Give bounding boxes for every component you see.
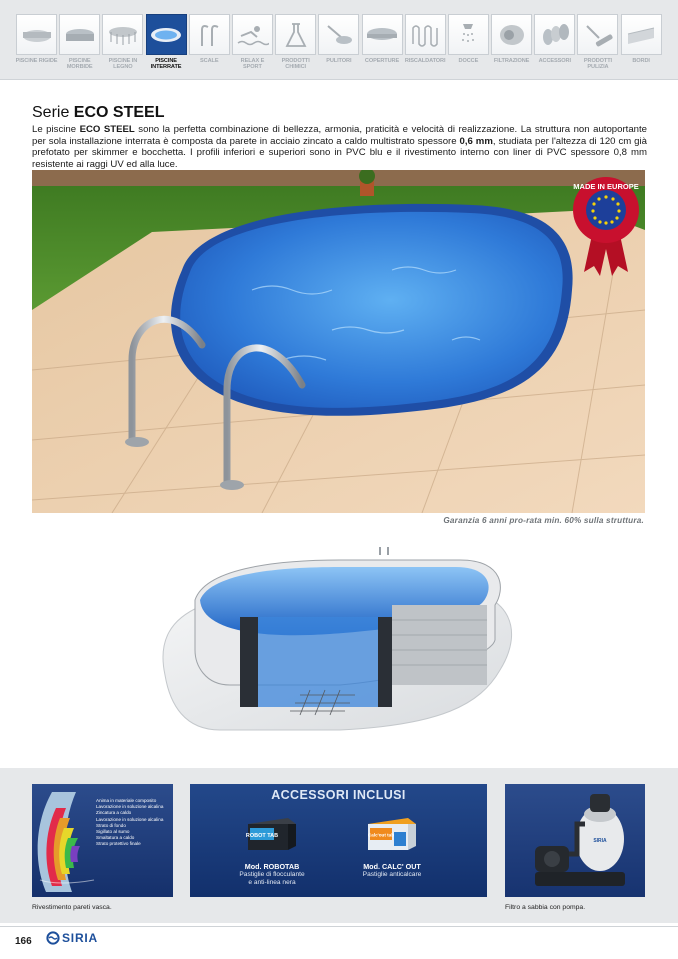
shower-icon (448, 14, 489, 55)
nav-item-label: PISCINE INTERRATE (150, 58, 182, 71)
category-nav-items (15, 14, 663, 76)
nav-item-accessori[interactable] (533, 14, 576, 76)
wall-layers-diagram (32, 784, 173, 897)
inground-pool-icon (146, 14, 187, 55)
calcout-desc-1: Pastiglie anticalcare (362, 871, 422, 878)
calcout-pack-text: Calc'out tab (367, 832, 395, 838)
nav-item-bordi[interactable] (620, 14, 663, 76)
included-accessories-panel (190, 784, 487, 897)
nav-item-piscine-rigide[interactable] (15, 14, 58, 76)
accessory-calcout (332, 808, 452, 879)
nav-item-label: ACCESSORI (538, 58, 571, 64)
intro-thickness-bold: 0,6 mm (459, 135, 493, 147)
nav-item-docce[interactable] (447, 14, 490, 76)
nav-item-label: BORDI (632, 58, 650, 64)
guarantee-text: Garanzia 6 anni pro-rata min. 60% sulla struttura. (443, 516, 644, 525)
nav-item-label: COPERTURE (364, 58, 400, 64)
wall-layer-item: Smaltatura a caldo (96, 835, 135, 841)
category-nav (0, 0, 678, 80)
wall-layer-item: Lavorazione in soluzione alcalina (96, 804, 164, 810)
accessories-icon (534, 14, 575, 55)
wooden-pool-icon (102, 14, 143, 55)
nav-item-coperture[interactable] (361, 14, 404, 76)
robotab-desc-1: Pastiglie di flocculante (239, 871, 305, 878)
brand-o-icon (46, 931, 60, 945)
calcout-pack-image (364, 814, 420, 854)
intro-text-3: , studiata per l'altezza di 120 cm già prefotato per skimmer e bocchetta. I profili inferiori e superiori sono in PVC blu e il rivestimento interno con liner di PVC spessore 0,8 mm resistente ai raggi UV ed alla luce. (32, 135, 647, 170)
nav-item-label: FILTRAZIONE (493, 58, 530, 64)
series-name: ECO STEEL (73, 104, 165, 121)
wall-layer-item: Anima in materiale composito (96, 798, 157, 803)
heater-coil-icon (405, 14, 446, 55)
filter-caption: Filtro a sabbia con pompa. (505, 904, 586, 911)
intro-text-1: Le piscine (32, 124, 80, 135)
nav-item-relax-e-sport[interactable] (231, 14, 274, 76)
wall-layer-item: Zincatura a caldo (96, 810, 132, 816)
intro-paragraph (32, 124, 647, 170)
edge-icon (621, 14, 662, 55)
nav-item-riscaldatori[interactable] (404, 14, 447, 76)
intro-text-2: sono la perfetta combinazione di bellezza, armonia, praticità e velocità di realizzazione. La struttura non autoportante per sola installazione interrata è composta da parete in acciaio zincato a caldo multistrato spessore (32, 124, 647, 147)
robotab-pack-image (244, 814, 300, 854)
pool-cutaway-illustration (160, 545, 520, 740)
wall-layer-list (96, 798, 163, 848)
robotab-name: Mod. ROBOTAB (244, 862, 300, 871)
pool-photo (32, 170, 645, 513)
nav-item-label: SCALE (200, 58, 219, 64)
nav-item-label: RISCALDATORI (404, 58, 446, 64)
accessory-robotab (212, 808, 332, 887)
chemical-flask-icon (275, 14, 316, 55)
badge-text: MADE IN EUROPE (573, 182, 639, 191)
nav-item-label: PISCINE MORBIDE (66, 58, 93, 71)
nav-item-label: PRODOTTI CHIMICI (281, 58, 310, 71)
robotab-desc-2: e anti-linea nera (248, 879, 296, 886)
wall-layer-item: Lavorazione in soluzione alcalina (96, 816, 164, 822)
cleaning-brush-icon (577, 14, 618, 55)
nav-item-prodotti-pulizia[interactable] (576, 14, 619, 76)
nav-item-piscine-in-legno[interactable] (101, 14, 144, 76)
nav-item-label: DOCCE (458, 58, 479, 64)
series-prefix: Serie (32, 104, 74, 121)
nav-item-label: RELAX E SPORT (240, 58, 265, 71)
rigid-pool-icon (16, 14, 57, 55)
nav-item-label: PISCINE RIGIDE (15, 58, 58, 64)
page-footer (0, 923, 678, 959)
brand-name: SIRIA (62, 931, 99, 945)
wall-layer-item: Strato protettivo finale (96, 841, 141, 847)
wall-layer-item: Sigillato al sumo (96, 829, 130, 835)
brand-logo (46, 931, 98, 945)
nav-item-label: PISCINE IN LEGNO (108, 58, 138, 71)
robotab-pack-text: ROBOT TAB (245, 833, 279, 839)
nav-item-prodotti-chimici[interactable] (274, 14, 317, 76)
nav-item-piscine-morbide[interactable] (58, 14, 101, 76)
nav-item-pulitori[interactable] (317, 14, 360, 76)
wall-layers-caption: Rivestimento pareti vasca. (32, 904, 112, 911)
sand-filter-image (505, 784, 645, 897)
nav-item-label: PULITORI (326, 58, 352, 64)
footer-divider (0, 926, 678, 927)
nav-item-label: PRODOTTI PULIZIA (583, 58, 612, 71)
nav-item-piscine-interrate[interactable] (145, 14, 188, 76)
swimmer-icon (232, 14, 273, 55)
nav-item-scale[interactable] (188, 14, 231, 76)
pool-cleaner-icon (318, 14, 359, 55)
nav-item-filtrazione[interactable] (490, 14, 533, 76)
calcout-name: Mod. CALC' OUT (363, 862, 421, 871)
ladder-icon (189, 14, 230, 55)
filter-cartridge-icon (491, 14, 532, 55)
accessories-title: ACCESSORI INCLUSI (271, 788, 406, 802)
intro-brand-bold: ECO STEEL (79, 124, 135, 135)
page-number: 166 (15, 936, 32, 947)
soft-pool-icon (59, 14, 100, 55)
page-title (32, 104, 164, 122)
filter-brand-text: SIRIA (593, 838, 607, 844)
pool-cover-icon (362, 14, 403, 55)
wall-layer-item: Strato di fondo (96, 822, 126, 828)
